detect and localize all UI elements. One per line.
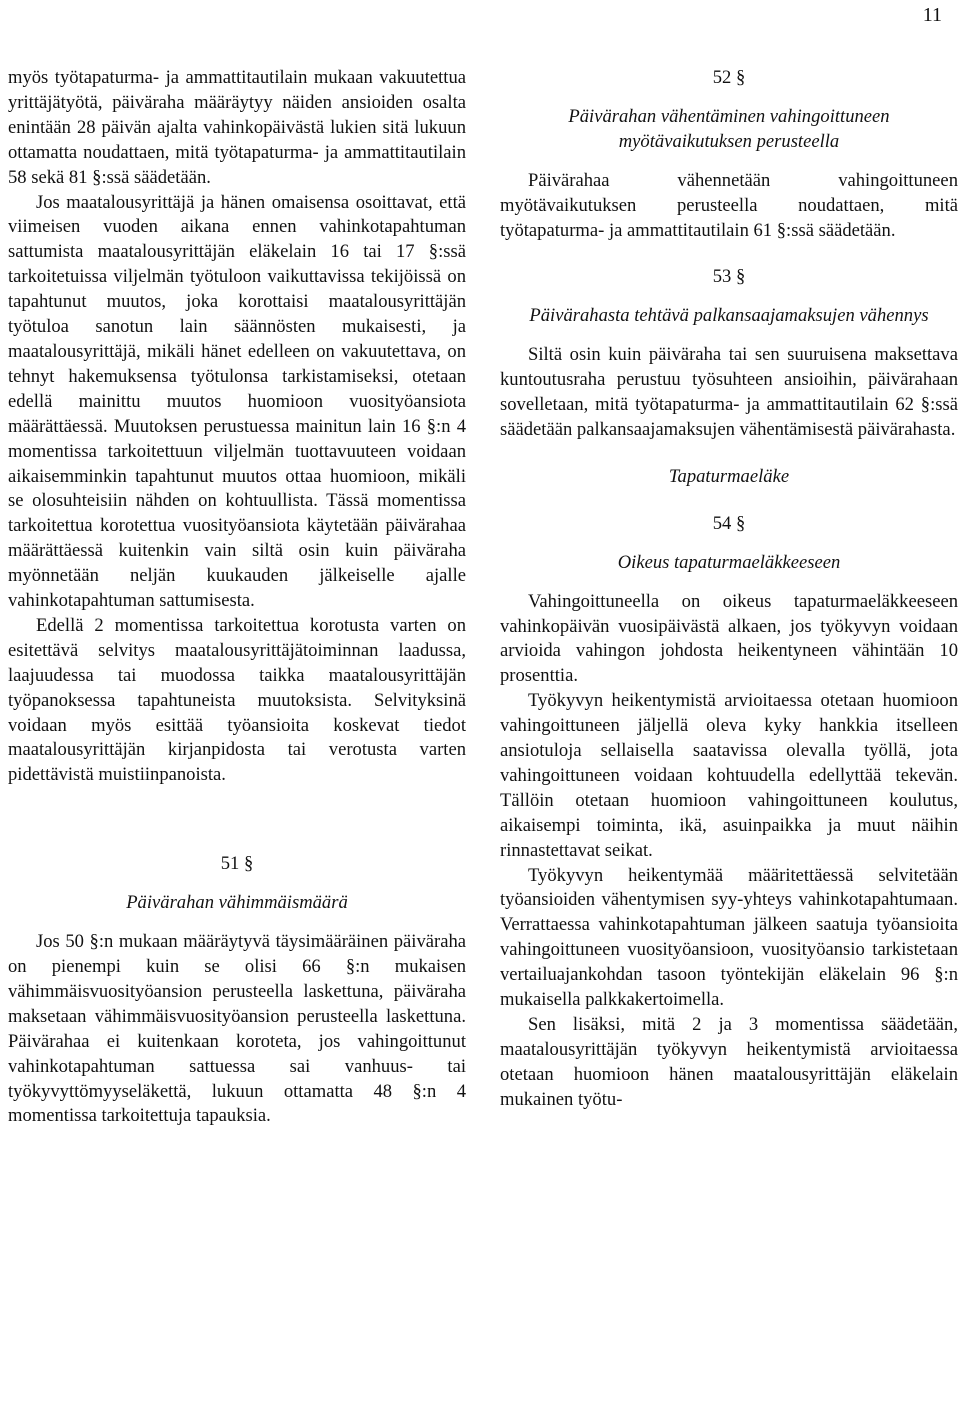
- section-52-text: Päivärahaa vähennetään vahingoittuneen myötävaikutuksen perusteella noudattaen, mitä työtapaturma- ja ammattitautilain 61 §:ssä säädetään.: [500, 169, 958, 241]
- section-53-title: Päivärahasta tehtävä palkansaajamaksujen vähennys: [529, 305, 929, 327]
- right-column: [500, 66, 958, 1113]
- section-54-title: Oikeus tapaturmaeläkkeeseen: [617, 551, 841, 573]
- section-51-title: Päivärahan vähimmäismäärä: [126, 892, 348, 914]
- section-54-paragraph-4: Sen lisäksi, mitä 2 ja 3 momentissa säädetään, maatalousyrittäjän työkyvyn heikentymistä arvioitaessa otetaan huomioon hänen maatalousyrittäjän eläkelain mukainen työtu-: [500, 1014, 958, 1110]
- section-54-paragraph-1: Vahingoittuneella on oikeus tapaturmaeläkkeeseen vahinkopäivän vuosipäivästä alkaen, jos työkyvyn voidaan arvioida vahingon johdosta heikentyneen vähintään 10 prosenttia.: [500, 590, 958, 687]
- section-51-text: Jos 50 §:n mukaan määräytyvä täysimääräinen päiväraha on pienempi kuin se olisi 66 §:n mukaisen vähimmäisvuosityöansion perusteella laskettuna, päiväraha maksetaan vähimmäisvuosityöansion perusteella laskettuna. Päivärahaa ei kuitenkaan koroteta, jos vahingoittunut vahinkotapahtuman sattuessa sai vanhuus- tai työkyvyttömyyseläkettä, lukuun ottamatta 48 §:n 4 momentissa tarkoitettuja tapauksia.: [8, 931, 466, 1127]
- section-52-title: Päivärahan vähentäminen vahingoittuneen myötävaikutuksen perusteella: [568, 105, 890, 152]
- paragraph-increase-evidence: Edellä 2 momentissa tarkoitettua korotusta varten on esitettävä selvitys maatalousyrittäjätoiminnan laadussa, laajuudessa tai muodossa taikka maatalousyrittäjän työpanoksessa tapahtuneista muutoksista. Selvityksinä voidaan myös esittää työansioita koskevat tiedot maatalousyrittäjän kirjanpidosta tai verotusta varten pidettävistä muistiinpanoista.: [8, 614, 466, 786]
- chapter-title: Tapaturmaeläke: [668, 465, 790, 487]
- section-51-number: 51 §: [220, 853, 254, 875]
- section-54-number: 54 §: [712, 512, 746, 534]
- paragraph-continuation: myös työtapaturma- ja ammattitautilain mukaan vakuutettua yrittäjätyötä, päiväraha määräytyy näiden ansioiden osalta enintään 28 päivän ajalta vahinkopäivästä lukien sitä lukuun ottamatta noudattaen, mitä työtapaturma- ja ammattitautilain 58 sekä 81 §:ssä säädetään.: [8, 67, 466, 188]
- section-53-number: 53 §: [712, 266, 746, 288]
- section-53-text: Siltä osin kuin päiväraha tai sen suuruisena maksettava kuntoutusraha perustuu työsuhteen ansioihin, päivärahaan sovelletaan, mitä työtapaturma- ja ammattitautilain 62 §:ssä säädetään palkansaajamaksujen vähentämisestä päivärahasta.: [500, 344, 958, 440]
- paragraph-farmer-income-change: Jos maatalousyrittäjä ja hänen omaisensa osoittavat, että viimeisen vuoden aikana ennen vahinkotapahtuman sattumista maatalousyrittäjän eläkelain 16 tai 17 §:ssä tarkoitetuissa viljelmän työtuloon vaikuttavissa tekijöissä on tapahtunut muutos, joka korottaisi maatalousyrittäjän työtuloa sanotun lain säännösten mukaisesti, ja maatalousyrittäjä, mikäli hänet edelleen on vakuutettava, on tehnyt hakemuksensa työtulonsa tarkistamiseksi, otetaan edellä mainittu muutos huomioon vuosityöansiota määrättäessä. Muutoksen perustuessa mainitun lain 16 §:n 4 momentissa tarkoitettuun viljelmän tuottavuuteen voidaan aikaisemminkin tapahtunut muutos ottaa huomioon, mikäli se olosuhteisiin nähden on kohtuullista. Tässä momentissa tarkoitettua korotettua vuosityöansiota käytetään päivärahaa määrättäessä kuitenkin vain siltä osin kuin päiväraha myönnetään neljän kuukauden jälkeiselle ajalle vahinkotapahtuman sattumisesta.: [8, 191, 466, 612]
- section-54-paragraph-2: Työkyvyn heikentymistä arvioitaessa otetaan huomioon vahingoittuneen jäljellä oleva kyky hankkia itselleen ansiotuloja sellaisella saatavissa olevalla työllä, jota vahingoittuneen voidaan kohtuudella edellyttää tekevän. Tällöin otetaan huomioon vahingoittuneen koulutus, aikaisempi toiminta, ikä, asuinpaikka ja muut näihin rinnastettavat seikat.: [500, 690, 958, 861]
- left-column: [8, 66, 466, 1129]
- page-number: 11: [922, 4, 942, 26]
- section-54-paragraph-3: Työkyvyn heikentymää määritettäessä selvitetään työansioiden vähentymisen syy-yhteys vahinkotapahtumaan. Verrattaessa vahinkotapahtuman jälkeen saatuja työansioita vahingoittuneen vuosityöansioon, vuosityöansio tarkistetaan vertailuajankohdan tasoon työntekijän eläkelain 96 §:n mukaisella palkkakertoimella.: [500, 864, 958, 1011]
- section-52-number: 52 §: [712, 67, 746, 88]
